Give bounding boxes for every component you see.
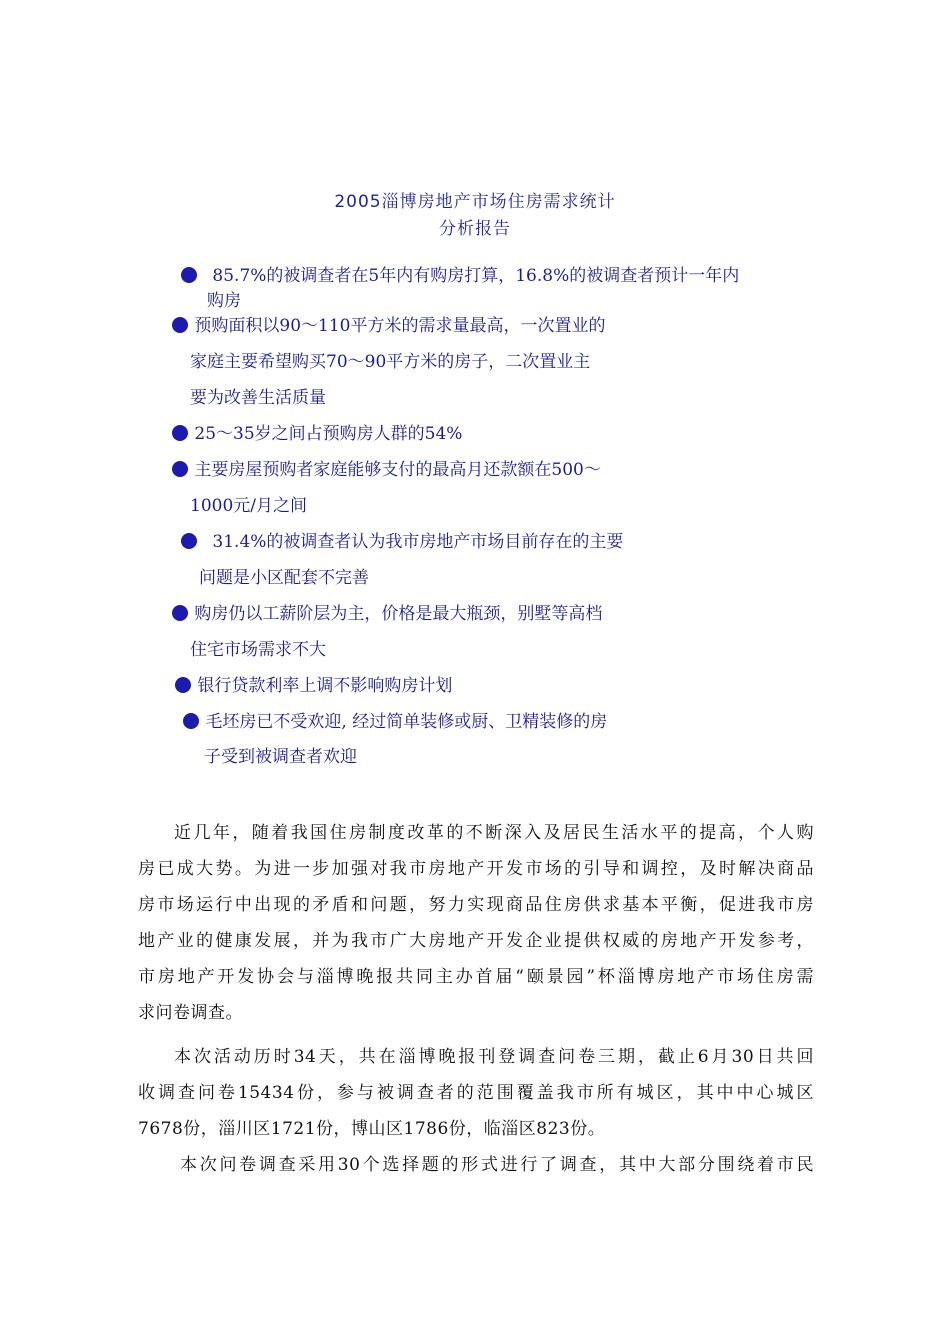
paragraph-line: 7678份，淄川区1721份，博山区1786份，临淄区823份。 — [138, 1119, 606, 1139]
bullet-item-6-cont: 住宅市场需求不大 — [190, 640, 326, 660]
bullet-text: 购房仍以工薪阶层为主，价格是最大瓶颈，别墅等高档 — [194, 604, 603, 624]
bullet-item-1-cont: 购房 — [207, 291, 241, 311]
bullet-item-5 — [181, 531, 623, 553]
bullet-dot-icon — [183, 713, 199, 729]
bullet-item-5-cont: 问题是小区配套不完善 — [199, 568, 369, 588]
bullet-text: 银行贷款利率上调不影响购房计划 — [197, 676, 453, 696]
bullet-dot-icon — [172, 605, 188, 621]
bullet-item-2-cont2: 要为改善生活质量 — [190, 388, 326, 408]
bullet-dot-icon — [172, 317, 188, 333]
bullet-text: 85.7%的被调查者在5年内有购房打算，16.8%的被调查者预计一年内 — [212, 266, 740, 286]
bullet-dot-icon — [172, 425, 188, 441]
bullet-text: 31.4%的被调查者认为我市房地产市场目前存在的主要 — [212, 532, 624, 552]
bullet-item-8 — [183, 711, 607, 733]
bullet-text: 预购面积以90～110平方米的需求量最高，一次置业的 — [194, 316, 606, 336]
paragraph-line: 本次问卷调查采用30个选择题的形式进行了调查，其中大部分围绕着市民 — [180, 1155, 814, 1175]
bullet-item-8-cont: 子受到被调查者欢迎 — [204, 747, 357, 767]
bullet-item-4 — [172, 459, 601, 481]
bullet-text: 25～35岁之间占预购房人群的54% — [194, 424, 463, 444]
bullet-item-2 — [172, 315, 606, 337]
bullet-item-3 — [172, 423, 462, 445]
document-title-line2: 分析报告 — [439, 219, 511, 239]
document-title-line1: 2005淄博房地产市场住房需求统计 — [334, 192, 616, 212]
paragraph-line: 求问卷调查。 — [138, 1003, 243, 1023]
bullet-dot-icon — [172, 461, 188, 477]
paragraph-line: 房市场运行中出现的矛盾和问题，努力实现商品住房供求基本平衡，促进我市房 — [138, 895, 814, 915]
paragraph-line: 地产业的健康发展，并为我市广大房地产开发企业提供权威的房地产开发参考， — [138, 931, 814, 951]
bullet-dot-icon — [175, 677, 191, 693]
bullet-text: 主要房屋预购者家庭能够支付的最高月还款额在500～ — [194, 460, 601, 480]
bullet-item-1 — [181, 265, 739, 287]
bullet-dot-icon — [181, 533, 197, 549]
bullet-item-6 — [172, 603, 602, 625]
paragraph-line: 近几年，随着我国住房制度改革的不断深入及居民生活水平的提高，个人购 — [174, 823, 814, 843]
paragraph-line: 本次活动历时34天，共在淄博晚报刊登调查问卷三期，截止6月30日共回 — [174, 1047, 814, 1067]
paragraph-line: 收调查问卷15434份，参与被调查者的范围覆盖我市所有城区，其中中心城区 — [138, 1083, 814, 1103]
bullet-item-4-cont: 1000元/月之间 — [190, 496, 307, 516]
paragraph-line: 房已成大势。为进一步加强对我市房地产开发市场的引导和调控，及时解决商品 — [138, 859, 814, 879]
bullet-text: 毛坯房已不受欢迎, 经过简单装修或厨、卫精装修的房 — [205, 712, 608, 732]
paragraph-line: 市房地产开发协会与淄博晚报共同主办首届“颐景园”杯淄博房地产市场住房需 — [138, 967, 814, 987]
bullet-dot-icon — [181, 267, 197, 283]
bullet-item-2-cont1: 家庭主要希望购买70～90平方米的房子，二次置业主 — [190, 352, 591, 372]
bullet-item-7 — [175, 675, 452, 697]
